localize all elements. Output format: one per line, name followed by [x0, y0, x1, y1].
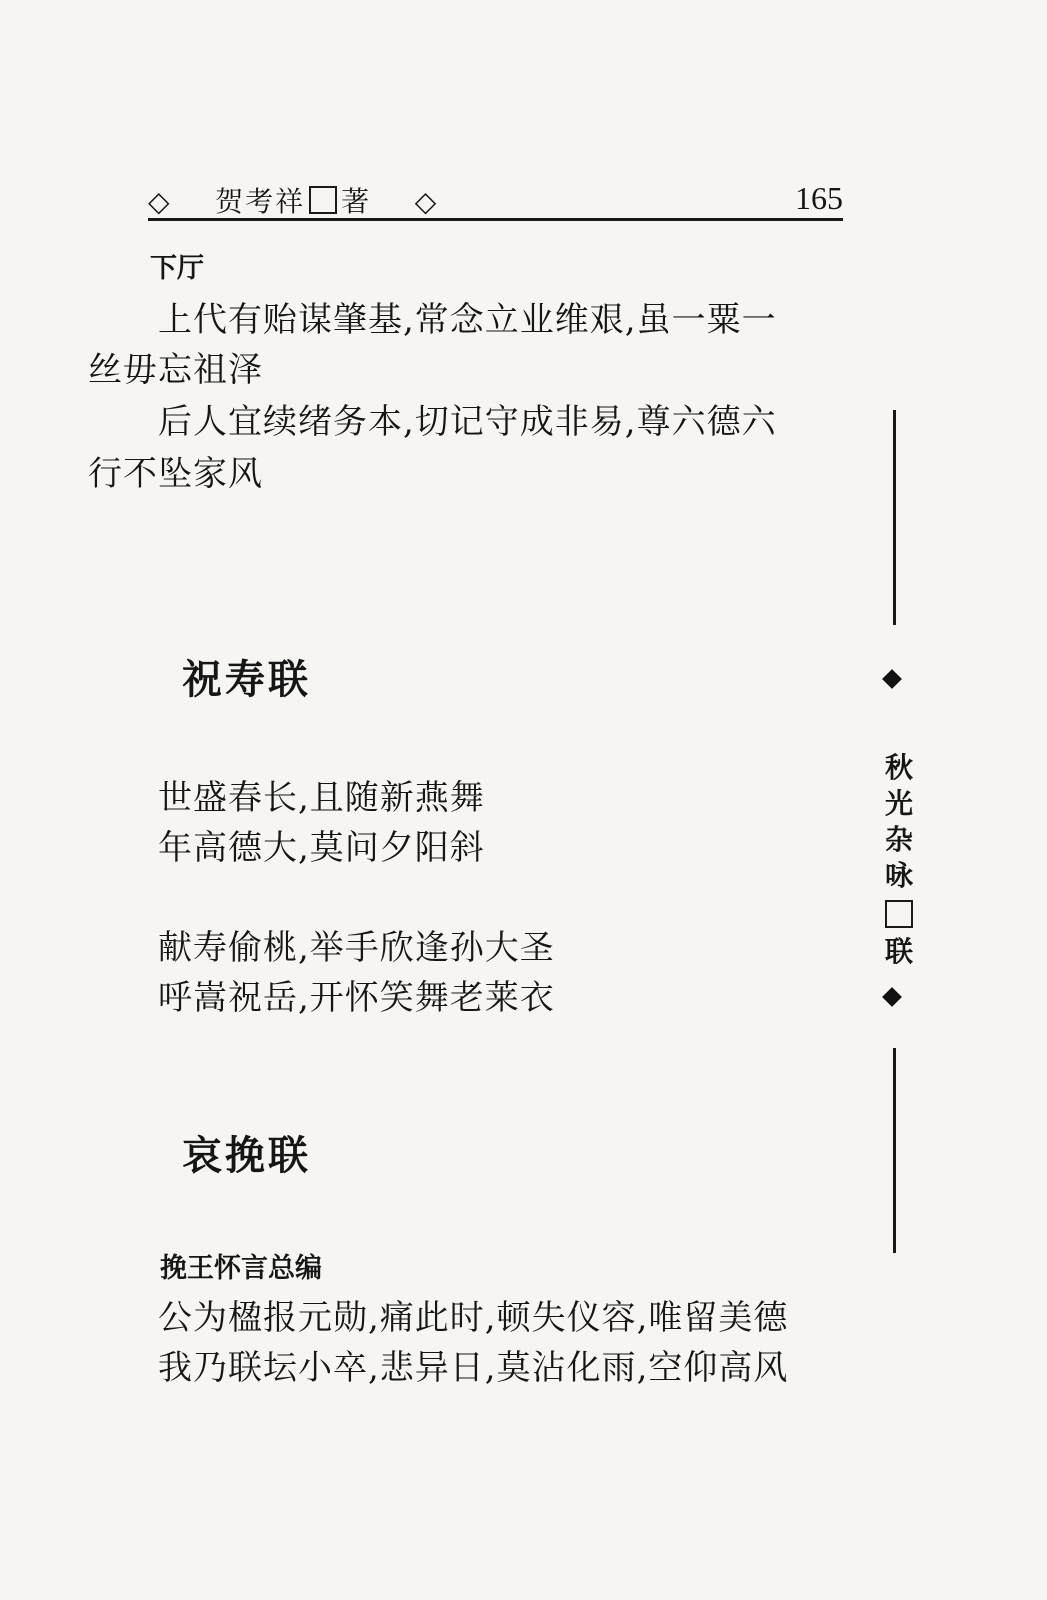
running-header [148, 180, 843, 221]
side-title-char: 杂 [884, 823, 913, 856]
side-title-char: 咏 [884, 859, 913, 892]
section-heading-birthday: 祝寿联 [182, 657, 311, 703]
side-rule-bottom [893, 1048, 896, 1253]
hall-label: 下厅 [150, 253, 204, 284]
side-title [879, 750, 919, 970]
couplet-line: 年高德大,莫问夕阳斜 [158, 828, 485, 868]
couplet-line: 行不坠家风 [88, 454, 263, 494]
couplet-line: 上代有贻谋肇基,常念立业维艰,虽一粟一 [158, 300, 777, 340]
couplet-line: 我乃联坛小卒,悲异日,莫沾化雨,空仰高风 [158, 1348, 789, 1388]
header-author-name: 贺考祥 [215, 185, 306, 218]
header-diamond-right: ◇ [414, 185, 439, 218]
couplet-line: 丝毋忘祖泽 [88, 350, 263, 390]
separator-square-icon [309, 186, 337, 214]
side-title-char: 秋 [884, 751, 913, 784]
header-diamond-left: ◇ [148, 185, 172, 218]
side-title-char: 光 [884, 787, 913, 820]
diamond-icon [882, 987, 902, 1007]
separator-square-icon [885, 900, 913, 928]
header-role: 著 [341, 185, 372, 218]
couplet-line: 呼嵩祝岳,开怀笑舞老莱衣 [158, 978, 555, 1018]
header-author [148, 180, 438, 220]
couplet-line: 公为楹报元勋,痛此时,顿失仪容,唯留美德 [158, 1298, 789, 1338]
page-number: 165 [795, 180, 843, 216]
side-rule-top [893, 410, 896, 625]
couplet-line: 后人宜续绪务本,切记守成非易,尊六德六 [158, 402, 777, 442]
diamond-icon [882, 669, 902, 689]
elegy-label: 挽王怀言总编 [160, 1253, 322, 1284]
section-heading-elegy: 哀挽联 [182, 1133, 311, 1179]
side-title-char: 联 [884, 935, 913, 968]
couplet-line: 献寿偷桃,举手欣逢孙大圣 [158, 928, 555, 968]
couplet-line: 世盛春长,且随新燕舞 [158, 778, 485, 818]
